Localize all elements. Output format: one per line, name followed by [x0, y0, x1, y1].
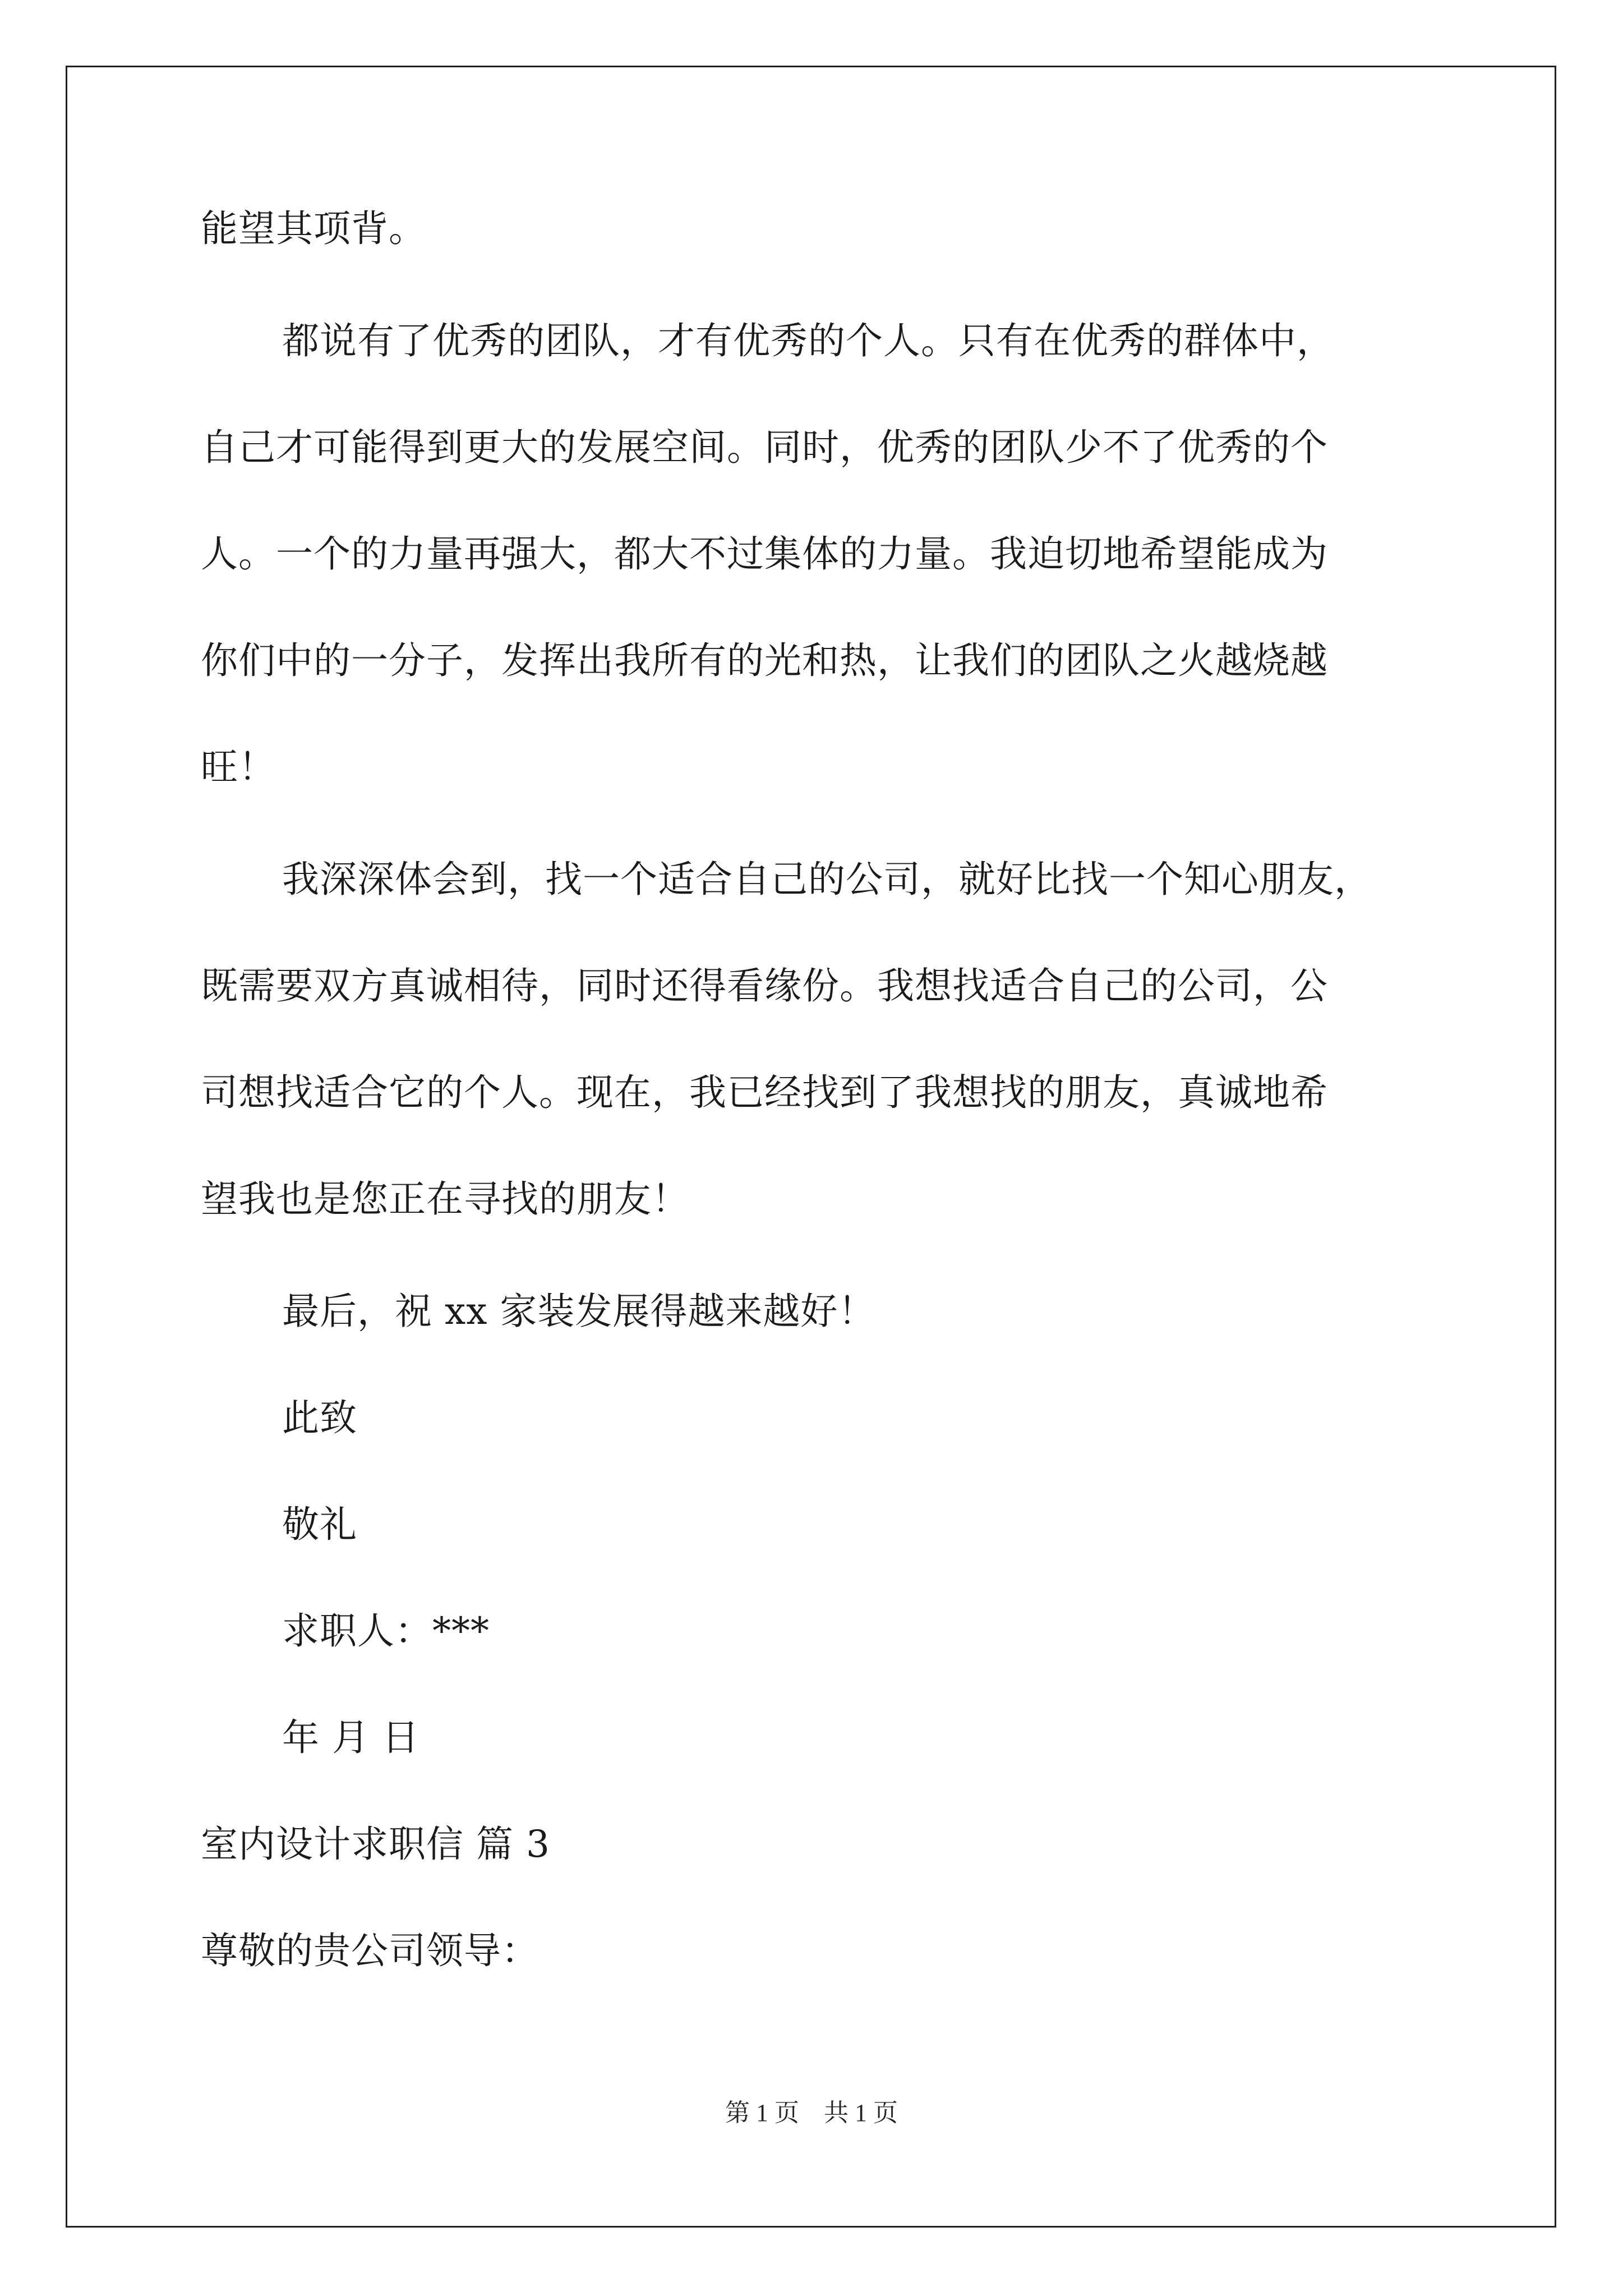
- paragraph-line: 自己才可能得到更大的发展空间。同时，优秀的团队少不了优秀的个: [201, 426, 1328, 469]
- paragraph-line: 望我也是您正在寻找的朋友！: [201, 1177, 689, 1221]
- page-border: [66, 66, 1556, 2228]
- applicant-signature: 求职人：***: [282, 1609, 490, 1653]
- section-heading: 室内设计求职信 篇 3: [201, 1823, 550, 1866]
- paragraph-line: 司想找适合它的个人。现在，我已经找到了我想找的朋友，真诚地希: [201, 1071, 1328, 1114]
- paragraph-line: 你们中的一分子，发挥出我所有的光和热，让我们的团队之火越烧越: [201, 639, 1328, 682]
- page-number-total: 共 1 页: [824, 2099, 898, 2127]
- paragraph-line: 旺！: [201, 746, 276, 789]
- salutation-regards: 敬礼: [282, 1503, 357, 1546]
- paragraph-line: 都说有了优秀的团队，才有优秀的个人。只有在优秀的群体中，: [282, 319, 1334, 362]
- paragraph-line: 能望其项背。: [201, 207, 426, 250]
- date-line: 年 月 日: [282, 1716, 419, 1759]
- greeting-line: 尊敬的贵公司领导：: [201, 1929, 539, 1972]
- closing-wish: 最后，祝 xx 家装发展得越来越好！: [282, 1290, 876, 1333]
- page-number-current: 第 1 页: [725, 2099, 799, 2127]
- paragraph-line: 我深深体会到，找一个适合自己的公司，就好比找一个知心朋友，: [282, 858, 1372, 901]
- paragraph-line: 既需要双方真诚相待，同时还得看缘份。我想找适合自己的公司，公: [201, 964, 1328, 1007]
- page-footer: [0, 2098, 1623, 2128]
- paragraph-line: 人。一个的力量再强大，都大不过集体的力量。我迫切地希望能成为: [201, 532, 1328, 576]
- salutation-close: 此致: [282, 1396, 357, 1439]
